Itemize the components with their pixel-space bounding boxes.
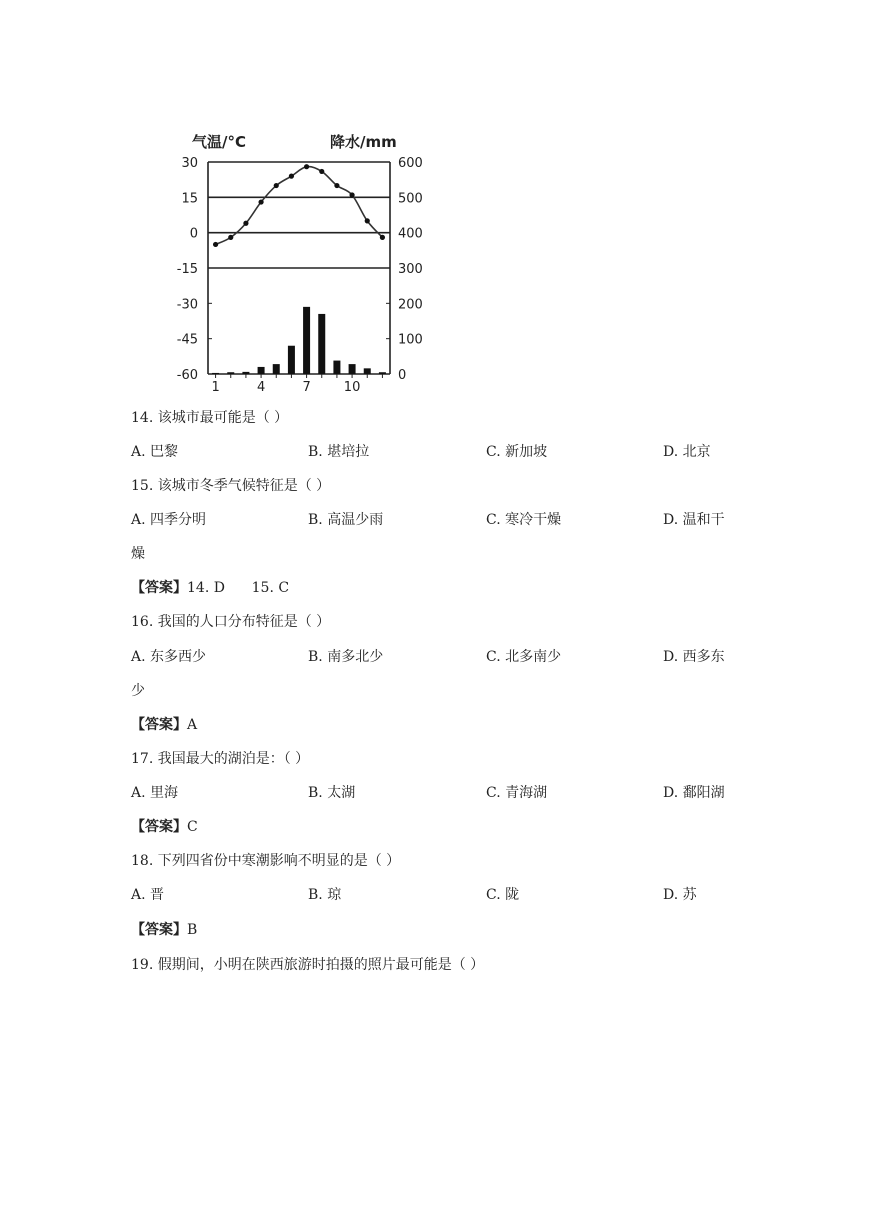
precipitation-bars: [212, 307, 386, 374]
option-d: D. 温和干: [663, 512, 725, 528]
x-tick-label: 7: [302, 380, 311, 395]
question-stem: 18. 下列四省份中寒潮影响不明显的是（ ）: [131, 853, 401, 869]
question-19-stem: 19. 假期间，小明在陕西旅游时拍摄的照片最可能是（ ）: [131, 957, 485, 973]
option-c: C. 寒冷干燥: [486, 512, 562, 528]
question-stem: 14. 该城市最可能是（ ）: [131, 410, 289, 426]
option-a: A. 晋: [131, 887, 165, 903]
precipitation-bar: [333, 361, 340, 374]
answer-tag: 【答案】: [131, 819, 187, 835]
answer-tag: 【答案】: [131, 580, 187, 596]
temperature-point: [258, 199, 263, 204]
temperature-point: [349, 192, 354, 197]
temperature-point: [365, 218, 370, 223]
option-a: A. 东多西少: [131, 649, 207, 665]
option-d: D. 西多东: [663, 649, 725, 665]
answer-text: B: [187, 922, 198, 938]
precipitation-bar: [258, 367, 265, 374]
chart-grid: [208, 162, 390, 374]
right-axis-label: 降水/mm: [330, 133, 397, 151]
temperature-point: [213, 242, 218, 247]
option-a: A. 里海: [131, 785, 179, 801]
right-tick-label: 300: [398, 262, 423, 277]
answer-text: 14. D 15. C: [187, 580, 290, 596]
option-c: C. 陇: [486, 887, 520, 903]
option-a: A. 巴黎: [131, 444, 179, 460]
right-tick-label: 600: [398, 156, 423, 171]
answer-tag: 【答案】: [131, 717, 187, 733]
left-tick-label: 0: [189, 226, 198, 242]
precipitation-bar: [379, 372, 386, 374]
question-stem: 16. 我国的人口分布特征是（ ）: [131, 614, 331, 630]
precipitation-bar: [212, 373, 219, 374]
precipitation-bar: [364, 368, 371, 374]
left-tick-label: -15: [176, 262, 198, 277]
right-tick-label: 0: [398, 368, 407, 383]
option-d-wrap: 少: [131, 683, 145, 699]
option-b: B. 南多北少: [308, 649, 384, 665]
question-stem: 17. 我国最大的湖泊是：（ ）: [131, 751, 310, 767]
temperature-point: [289, 174, 294, 179]
option-c: C. 青海湖: [486, 785, 548, 801]
option-d: D. 苏: [663, 887, 697, 903]
answer-tag: 【答案】: [131, 922, 187, 938]
option-d-wrap: 燥: [131, 546, 145, 562]
answer-text: C: [187, 819, 198, 835]
right-tick-label: 400: [398, 226, 423, 242]
precipitation-bar: [242, 372, 249, 374]
precipitation-bar: [349, 364, 356, 374]
temperature-point: [334, 183, 339, 188]
x-tick-label: 4: [256, 380, 266, 395]
option-b: B. 太湖: [308, 785, 356, 801]
temperature-point: [304, 164, 309, 169]
precipitation-bar: [318, 314, 325, 374]
precipitation-bar: [227, 372, 234, 374]
option-b: B. 琼: [308, 887, 342, 903]
option-c: C. 北多南少: [486, 649, 562, 665]
precipitation-bar: [273, 364, 280, 374]
temperature-line: [213, 164, 385, 247]
left-tick-label: -30: [176, 297, 198, 313]
temperature-point: [319, 169, 324, 174]
left-tick-label: 30: [181, 156, 198, 171]
x-tick-label: 10: [343, 380, 361, 395]
option-d: D. 鄱阳湖: [663, 785, 725, 801]
right-tick-label: 100: [398, 332, 423, 348]
answer-17: [131, 817, 198, 837]
option-c: C. 新加坡: [486, 444, 548, 460]
temperature-point: [380, 235, 385, 240]
right-tick-label: 500: [398, 191, 423, 207]
temperature-point: [243, 221, 248, 226]
left-tick-label: -60: [176, 368, 198, 383]
question-stem: 15. 该城市冬季气候特征是（ ）: [131, 478, 331, 494]
left-axis-label: 气温/°C: [192, 133, 246, 151]
answer-14-15: [131, 578, 289, 598]
climate-chart: [170, 128, 423, 395]
left-tick-label: -45: [176, 332, 198, 348]
x-tick-label: 1: [211, 380, 220, 395]
axis-ticks: [177, 156, 423, 395]
temperature-point: [228, 235, 233, 240]
left-tick-label: 15: [181, 191, 198, 207]
right-tick-label: 200: [398, 297, 423, 313]
answer-text: A: [187, 717, 198, 733]
precipitation-bar: [303, 307, 310, 374]
option-b: B. 高温少雨: [308, 512, 384, 528]
option-b: B. 堪培拉: [308, 444, 370, 460]
answer-18: [131, 920, 197, 940]
temperature-point: [274, 183, 279, 188]
precipitation-bar: [288, 346, 295, 374]
option-d: D. 北京: [663, 444, 711, 460]
option-a: A. 四季分明: [131, 512, 207, 528]
answer-16: [131, 715, 197, 735]
